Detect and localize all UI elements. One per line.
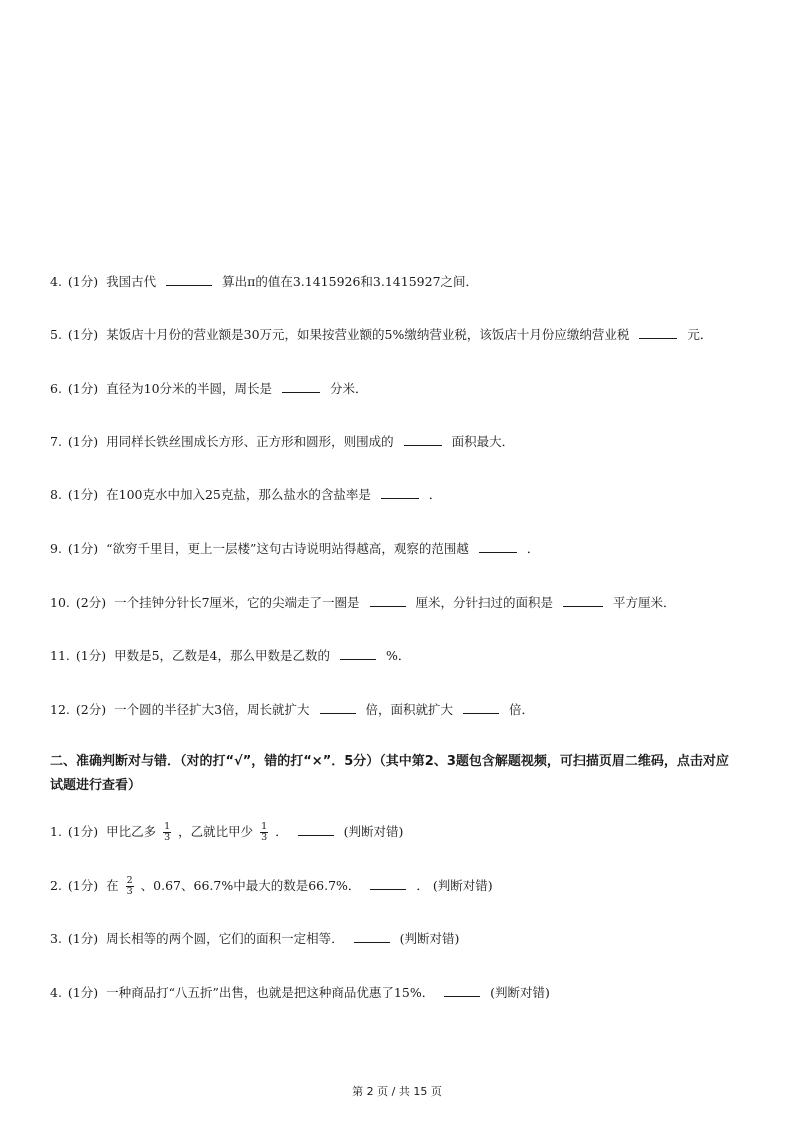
question-text: 在 — [106, 878, 119, 893]
fraction-denominator: 3 — [126, 886, 133, 897]
question-fill-10 — [50, 594, 676, 612]
question-number: 10. — [50, 595, 70, 610]
fraction — [126, 876, 134, 897]
answer-blank[interactable] — [320, 701, 356, 714]
answer-blank[interactable] — [298, 823, 334, 836]
question-text: ． — [526, 541, 540, 556]
question-text: 平方厘米． — [613, 595, 676, 610]
question-tf-3 — [50, 930, 459, 948]
question-text: 一个挂钟分针长7厘米，它的尖端走了一圈是 — [114, 595, 360, 610]
answer-blank[interactable] — [370, 877, 406, 890]
question-text: 在100克水中加入25克盐，那么盐水的含盐率是 — [106, 487, 371, 502]
question-text: 倍． — [509, 702, 535, 717]
question-points: (1分) — [67, 985, 99, 1000]
question-fill-4 — [50, 273, 478, 291]
fraction-numerator: 2 — [126, 875, 133, 886]
fraction-denominator: 3 — [261, 832, 268, 843]
question-points: (2分) — [75, 595, 107, 610]
answer-blank[interactable] — [563, 594, 603, 607]
answer-blank[interactable] — [463, 701, 499, 714]
question-points: (1分) — [67, 274, 99, 289]
question-text: 甲数是5，乙数是4，那么甲数是乙数的 — [114, 648, 330, 663]
fraction — [260, 822, 268, 843]
answer-blank[interactable] — [370, 594, 406, 607]
answer-blank[interactable] — [282, 380, 320, 393]
answer-blank[interactable] — [340, 647, 376, 660]
answer-blank[interactable] — [354, 930, 390, 943]
question-tf-2 — [50, 876, 493, 897]
question-text: 一个圆的半径扩大3倍，周长就扩大 — [114, 702, 310, 717]
question-fill-6 — [50, 380, 368, 398]
question-text: 元． — [687, 327, 713, 342]
question-number: 5. — [50, 327, 62, 342]
question-text: 我国古代 — [106, 274, 157, 289]
question-number: 6. — [50, 381, 62, 396]
answer-blank[interactable] — [404, 433, 442, 446]
question-tf-1 — [50, 822, 403, 843]
question-number: 1. — [50, 824, 62, 839]
judge-hint: (判断对错) — [490, 985, 550, 1000]
question-text: ． — [275, 824, 288, 839]
question-points: (2分) — [75, 702, 107, 717]
question-text: 某饭店十月份的营业额是30万元，如果按营业额的5%缴纳营业税，该饭店十月份应缴纳营业税 — [106, 327, 630, 342]
question-fill-5 — [50, 326, 712, 344]
question-number: 9. — [50, 541, 62, 556]
question-number: 3. — [50, 931, 62, 946]
question-text: 分米． — [330, 381, 368, 396]
question-points: (1分) — [67, 878, 99, 893]
question-points: (1分) — [67, 931, 99, 946]
question-fill-9 — [50, 540, 539, 558]
question-text: “欲穷千里目，更上一层楼”这句古诗说明站得越高，观察的范围越 — [106, 541, 469, 556]
question-points: (1分) — [67, 327, 99, 342]
question-points: (1分) — [75, 648, 107, 663]
answer-blank[interactable] — [444, 984, 480, 997]
question-number: 4. — [50, 985, 62, 1000]
question-text: 周长相等的两个圆，它们的面积一定相等． — [106, 931, 344, 946]
answer-blank[interactable] — [166, 273, 212, 286]
question-text: 倍，面积就扩大 — [365, 702, 454, 717]
fraction — [163, 822, 171, 843]
question-points: (1分) — [67, 824, 99, 839]
question-text: 面积最大． — [451, 434, 515, 449]
answer-blank[interactable] — [381, 486, 419, 499]
question-points: (1分) — [67, 487, 99, 502]
question-text: ． — [428, 487, 442, 502]
question-number: 12. — [50, 702, 70, 717]
question-text: ． — [416, 878, 429, 893]
judge-hint: (判断对错) — [399, 931, 460, 946]
question-number: 7. — [50, 434, 62, 449]
question-text: 厘米，分针扫过的面积是 — [415, 595, 554, 610]
question-text: 用同样长铁丝围成长方形、正方形和圆形，则围成的 — [106, 434, 394, 449]
fraction-denominator: 3 — [164, 832, 171, 843]
question-number: 8. — [50, 487, 62, 502]
section-heading: 二、准确判断对与错．（对的打“√”，错的打“×”．5分）（其中第2、3题包含解题视频，可扫描页眉二维码，点击对应试题进行查看） — [50, 754, 729, 793]
answer-blank[interactable] — [479, 540, 517, 553]
question-fill-12 — [50, 701, 534, 719]
judge-hint: (判断对错) — [432, 878, 493, 893]
question-fill-8 — [50, 486, 441, 504]
question-points: (1分) — [67, 381, 99, 396]
question-number: 11. — [50, 648, 70, 663]
question-tf-4 — [50, 984, 550, 1002]
question-text: %． — [385, 648, 411, 663]
question-text: 直径为10分米的半圆，周长是 — [106, 381, 273, 396]
question-text: 甲比乙多 — [106, 824, 157, 839]
judge-hint: (判断对错) — [343, 824, 404, 839]
question-text: 算出π的值在3.1415926和3.1415927之间． — [222, 274, 479, 289]
page-footer: 第 2 页 / 共 15 页 — [352, 1085, 442, 1098]
question-text: ，乙就比甲少 — [178, 824, 254, 839]
question-points: (1分) — [67, 434, 99, 449]
answer-blank[interactable] — [639, 326, 677, 339]
question-number: 2. — [50, 878, 62, 893]
fraction-numerator: 1 — [164, 821, 171, 832]
fraction-numerator: 1 — [261, 821, 268, 832]
question-fill-7 — [50, 433, 514, 451]
question-points: (1分) — [67, 541, 99, 556]
question-text: 一种商品打“八五折”出售，也就是把这种商品优惠了15%． — [106, 985, 435, 1000]
question-text: 、0.67、66.7%中最大的数是66.7%． — [140, 878, 361, 893]
question-fill-11 — [50, 647, 410, 665]
question-number: 4. — [50, 274, 62, 289]
